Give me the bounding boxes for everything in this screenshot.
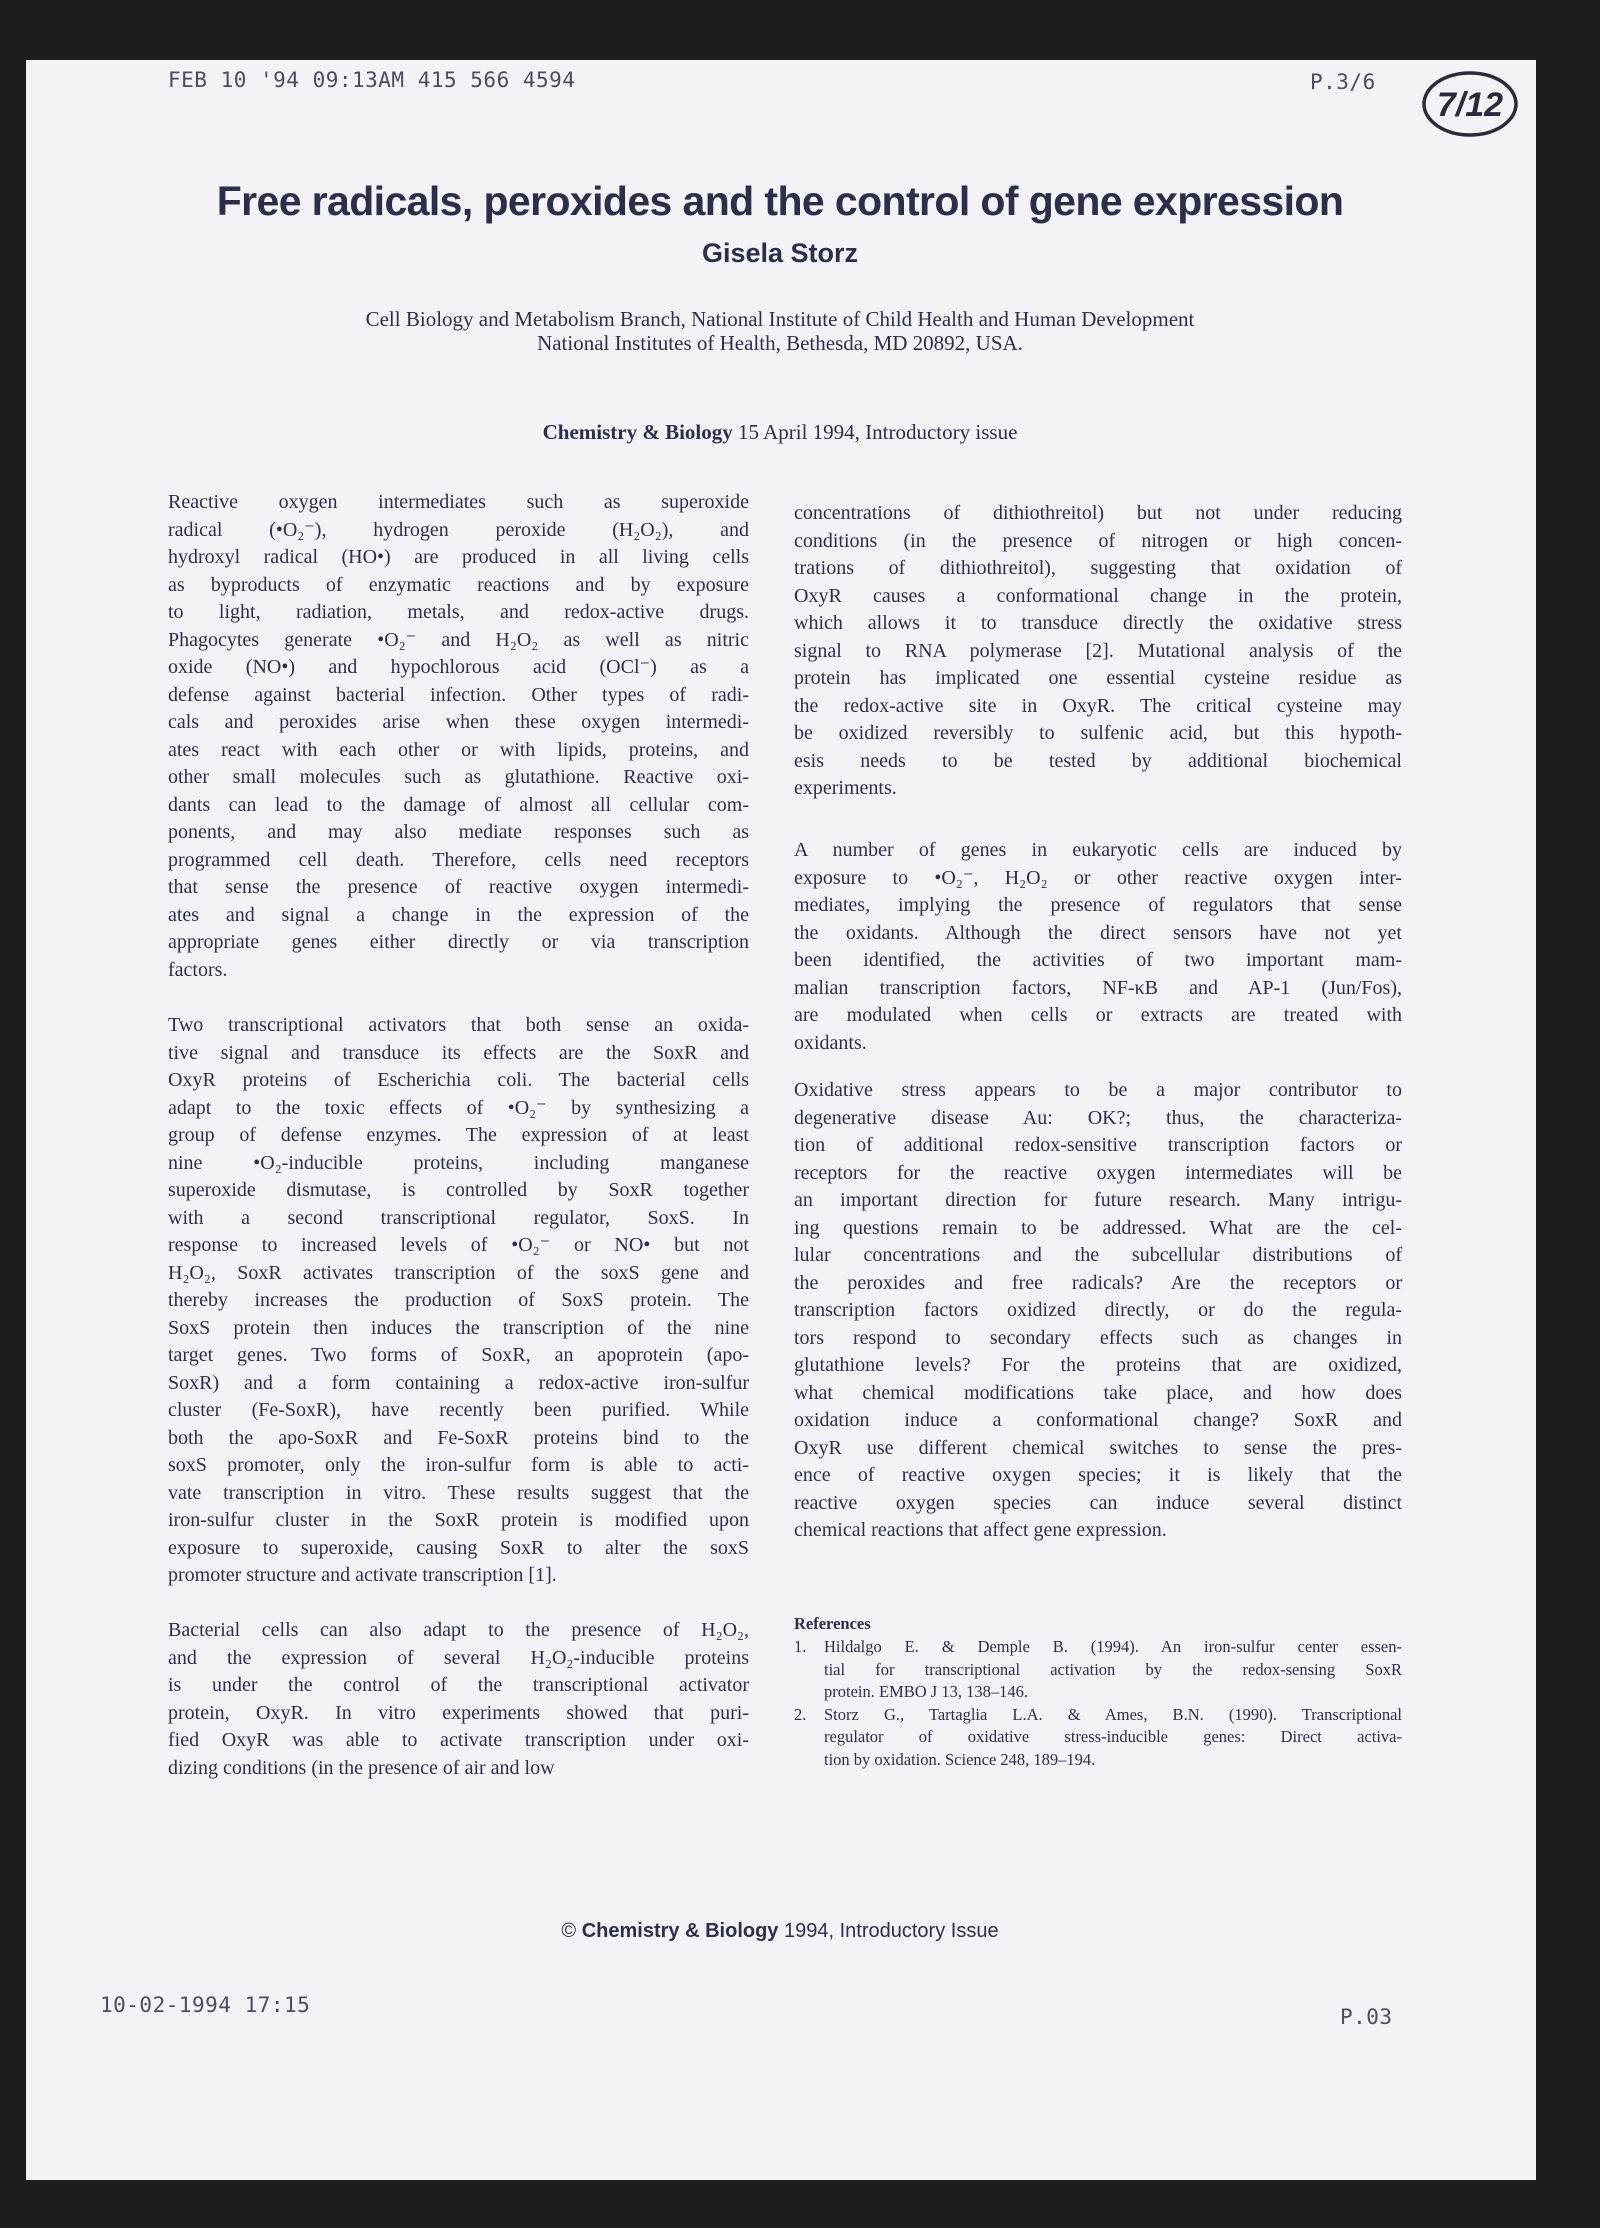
reference-line: tion by oxidation. Science 248, 189–194. — [824, 1749, 1096, 1769]
text-line: oxidation induce a conformational change? SoxR and — [794, 1409, 1402, 1431]
fax-page-number: P.3/6 — [1310, 70, 1376, 94]
text-line: tive signal and transduce its effects are the SoxR and — [168, 1041, 749, 1064]
text-line: to light, radiation, metals, and redox-active drugs. — [168, 601, 749, 623]
text-line: response to increased levels of •O₂⁻ or NO• but not — [168, 1234, 749, 1256]
text-line: the redox-active site in OxyR. The critical cysteine may — [794, 694, 1402, 717]
handwritten-note-text: 7/12 — [1436, 86, 1504, 124]
text-line: esis needs to be tested by additional biochemical — [794, 749, 1402, 772]
text-line: lular concentrations and the subcellular distributions of — [794, 1244, 1402, 1266]
text-line: promoter structure and activate transcription [1]. — [168, 1564, 557, 1586]
text-line: ates and signal a change in the expression of the — [168, 903, 749, 926]
text-line: Reactive oxygen intermediates such as superoxide — [168, 491, 749, 513]
journal-name: Chemistry & Biology — [542, 420, 733, 444]
copyright-symbol: © — [561, 1920, 577, 1942]
text-line: ponents, and may also mediate responses such as — [168, 821, 749, 843]
paragraph — [168, 1617, 749, 1782]
text-line: ates react with each other or with lipids, proteins, and — [168, 738, 749, 761]
reference-number: 2. — [794, 1704, 807, 1724]
text-line: ence of reactive oxygen species; it is likely that the — [794, 1464, 1402, 1486]
reference-text — [824, 1636, 1402, 1704]
text-line: Oxidative stress appears to be a major contributor to — [794, 1079, 1402, 1101]
footer-copyright — [0, 1920, 1560, 1943]
text-line: exposure to •O₂⁻, H₂O₂ or other reactive oxygen inter- — [794, 866, 1402, 889]
text-line: oxidants. — [794, 1031, 867, 1054]
text-line: be oxidized reversibly to sulfenic acid, but this hypoth- — [794, 722, 1402, 744]
text-line: soxS promoter, only the iron-sulfur form is able to acti- — [168, 1454, 749, 1476]
fax-header-line: FEB 10 '94 09:13AM 415 566 4594 — [168, 68, 576, 92]
text-line: as byproducts of enzymatic reactions and by exposure — [168, 573, 749, 596]
text-line: protein, OxyR. In vitro experiments showed that puri- — [168, 1701, 749, 1724]
text-line: OxyR proteins of Escherichia coli. The bacterial cells — [168, 1069, 749, 1091]
reference-item — [794, 1704, 1402, 1772]
reference-line: Hildalgo E. & Demple B. (1994). An iron-sulfur center essen- — [824, 1637, 1402, 1656]
text-line: cluster (Fe-SoxR), have recently been purified. While — [168, 1399, 749, 1421]
article-author: Gisela Storz — [701, 238, 859, 268]
text-line: SoxR) and a form containing a redox-active iron-sulfur — [168, 1371, 749, 1394]
fax-timestamp: 10-02-1994 17:15 — [100, 1993, 311, 2017]
text-line: factors. — [168, 958, 228, 981]
text-line: malian transcription factors, NF-κB and AP-1 (Jun/Fos), — [794, 976, 1402, 999]
text-line: SoxS protein then induces the transcription of the nine — [168, 1316, 749, 1339]
text-line: receptors for the reactive oxygen intermediates will be — [794, 1161, 1402, 1184]
text-line: A number of genes in eukaryotic cells are induced by — [794, 839, 1402, 861]
text-line: appropriate genes either directly or via transcription — [168, 931, 749, 953]
text-line: that sense the presence of reactive oxygen intermedi- — [168, 876, 749, 898]
reference-number: 1. — [794, 1637, 807, 1656]
text-line: trations of dithiothreitol), suggesting that oxidation of — [794, 557, 1402, 579]
paragraph — [794, 1077, 1402, 1545]
text-line: both the apo-SoxR and Fe-SoxR proteins bind to the — [168, 1426, 749, 1449]
text-line: chemical reactions that affect gene expression. — [794, 1519, 1167, 1541]
text-line: tion of additional redox-sensitive transcription factors or — [794, 1134, 1402, 1156]
text-line: experiments. — [794, 777, 897, 799]
text-line: Phagocytes generate •O₂⁻ and H₂O₂ as well as nitric — [168, 628, 749, 651]
text-line: H₂O₂, SoxR activates transcription of the soxS gene and — [168, 1261, 749, 1284]
reference-line: tial for transcriptional activation by the redox-sensing SoxR — [824, 1659, 1402, 1679]
reference-line: protein. EMBO J 13, 138–146. — [824, 1682, 1028, 1701]
text-line: which allows it to transduce directly the oxidative stress — [794, 612, 1402, 634]
footer-journal-name: Chemistry & Biology — [581, 1920, 779, 1942]
text-line: ing questions remain to be addressed. What are the cel- — [794, 1216, 1402, 1239]
text-line: with a second transcriptional regulator, SoxS. In — [168, 1206, 749, 1229]
text-line: is under the control of the transcriptional activator — [168, 1674, 749, 1696]
text-line: fied OxyR was able to activate transcription under oxi- — [168, 1729, 749, 1751]
text-line: what chemical modifications take place, and how does — [794, 1381, 1402, 1404]
text-line: group of defense enzymes. The expression of at least — [168, 1124, 749, 1146]
text-line: cals and peroxides arise when these oxygen intermedi- — [168, 711, 749, 733]
journal-date-issue: 15 April 1994, Introductory issue — [732, 420, 1018, 444]
text-line: programmed cell death. Therefore, cells need receptors — [168, 848, 749, 871]
text-line: hydroxyl radical (HO•) are produced in all living cells — [168, 546, 749, 568]
references-heading: References — [794, 1614, 871, 1633]
text-line: other small molecules such as glutathione. Reactive oxi- — [168, 766, 749, 788]
reference-line: Storz G., Tartaglia L.A. & Ames, B.N. (1990). Transcriptional — [824, 1704, 1402, 1724]
text-line: and the expression of several H₂O₂-inducible proteins — [168, 1646, 749, 1669]
text-line: Bacterial cells can also adapt to the presence of H₂O₂, — [168, 1619, 749, 1641]
text-line: defense against bacterial infection. Other types of radi- — [168, 683, 749, 706]
text-line: conditions (in the presence of nitrogen or high concen- — [794, 529, 1402, 552]
text-line: adapt to the toxic effects of •O₂⁻ by synthesizing a — [168, 1096, 749, 1119]
journal-citation — [0, 420, 1560, 445]
reference-item — [794, 1636, 1402, 1704]
text-line: transcription factors oxidized directly, or do the regula- — [794, 1299, 1402, 1321]
article-title: Free radicals, peroxides and the control of gene expression — [216, 178, 1344, 224]
paragraph — [168, 489, 749, 984]
text-line: are modulated when cells or extracts are treated with — [794, 1004, 1402, 1026]
text-line: thereby increases the production of SoxS protein. The — [168, 1289, 749, 1311]
text-line: reactive oxygen species can induce several distinct — [794, 1491, 1402, 1514]
text-line: radical (•O₂⁻), hydrogen peroxide (H₂O₂), and — [168, 518, 749, 541]
text-line: protein has implicated one essential cysteine residue as — [794, 667, 1402, 689]
text-line: signal to RNA polymerase [2]. Mutational analysis of the — [794, 639, 1402, 662]
paragraph — [168, 1012, 749, 1590]
text-line: tors respond to secondary effects such as changes in — [794, 1326, 1402, 1349]
text-line: mediates, implying the presence of regulators that sense — [794, 894, 1402, 916]
text-line: an important direction for future research. Many intrigu- — [794, 1189, 1402, 1211]
text-line: exposure to superoxide, causing SoxR to alter the soxS — [168, 1536, 749, 1559]
paragraph — [794, 837, 1402, 1057]
text-line: concentrations of dithiothreitol) but not under reducing — [794, 502, 1402, 524]
text-line: target genes. Two forms of SoxR, an apoprotein (apo- — [168, 1344, 749, 1366]
text-line: oxide (NO•) and hypochlorous acid (OCl⁻) as a — [168, 656, 749, 678]
text-line: been identified, the activities of two important mam- — [794, 949, 1402, 971]
reference-text — [824, 1704, 1402, 1772]
footer-issue: 1994, Introductory Issue — [778, 1920, 999, 1942]
affiliation-line-1: Cell Biology and Metabolism Branch, National Institute of Child Health and Human Development — [365, 307, 1195, 331]
reference-line: regulator of oxidative stress-inducible genes: Direct activa- — [824, 1727, 1402, 1746]
text-line: OxyR causes a conformational change in the protein, — [794, 584, 1402, 607]
text-line: dizing conditions (in the presence of air and low — [168, 1756, 555, 1779]
text-line: vate transcription in vitro. These results suggest that the — [168, 1481, 749, 1504]
text-line: dants can lead to the damage of almost all cellular com- — [168, 793, 749, 816]
text-line: the peroxides and free radicals? Are the receptors or — [794, 1271, 1402, 1294]
fax-footer-page: P.03 — [1340, 2005, 1393, 2029]
text-line: Two transcriptional activators that both sense an oxida- — [168, 1014, 749, 1036]
text-line: nine •O₂-inducible proteins, including manganese — [168, 1151, 749, 1174]
text-line: the oxidants. Although the direct sensors have not yet — [794, 921, 1402, 944]
text-line: iron-sulfur cluster in the SoxR protein is modified upon — [168, 1509, 749, 1531]
text-line: OxyR use different chemical switches to sense the pres- — [794, 1436, 1402, 1459]
text-line: glutathione levels? For the proteins that are oxidized, — [794, 1354, 1402, 1376]
affiliation-line-2: National Institutes of Health, Bethesda, MD 20892, USA. — [537, 331, 1023, 355]
text-line: superoxide dismutase, is controlled by SoxR together — [168, 1179, 749, 1201]
references-section — [794, 1612, 1402, 1771]
paragraph — [794, 500, 1402, 803]
handwritten-circled-note — [1418, 68, 1522, 140]
text-line: degenerative disease Au: OK?; thus, the characteriza- — [794, 1106, 1402, 1129]
